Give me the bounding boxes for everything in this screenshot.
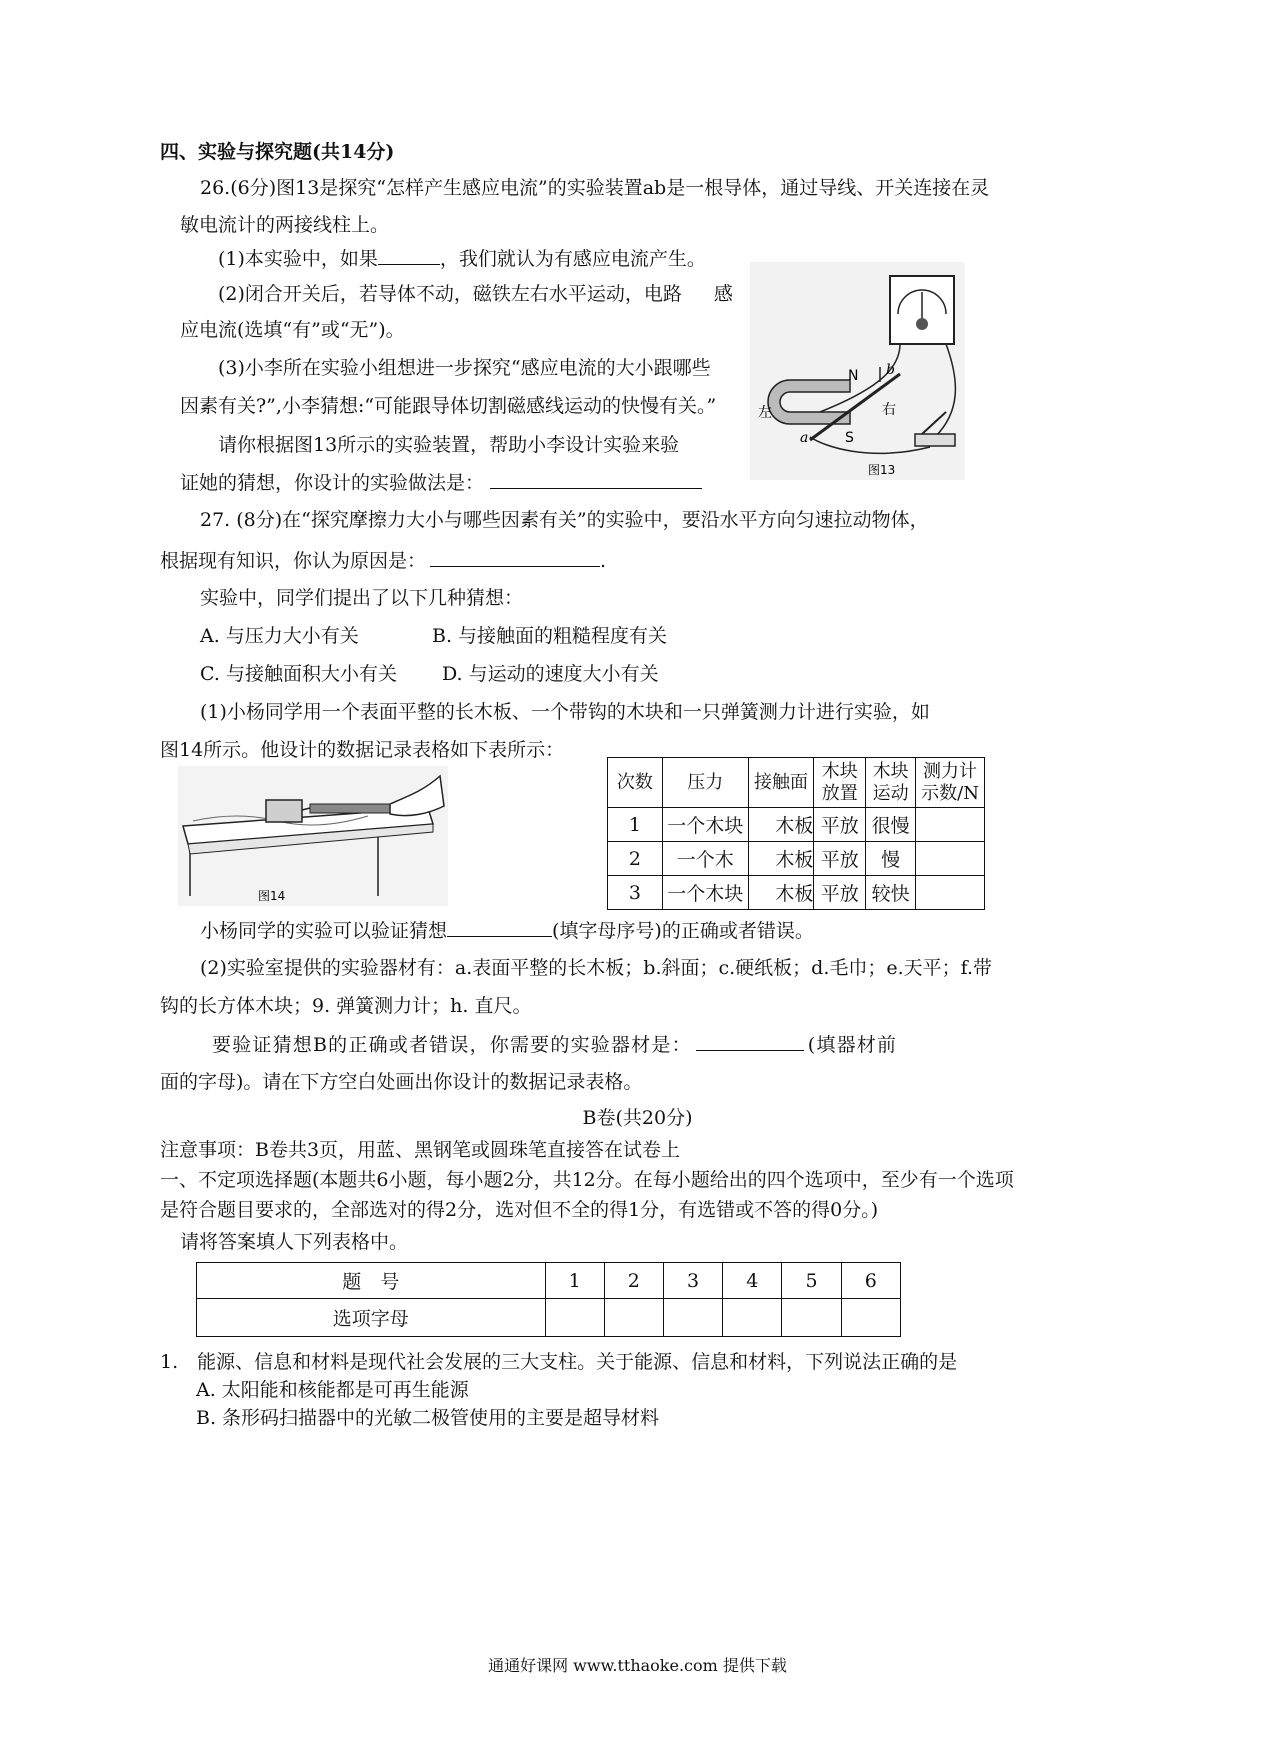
answer-header-cell: 题 号 [197,1263,546,1299]
answer-cell[interactable] [545,1299,604,1337]
label-n: N [848,368,859,384]
table-row [608,876,985,910]
q27-line2-period: . [600,550,607,572]
q27-verify-text-b: (填字母序号)的正确或者错误。 [552,920,814,942]
section-title: 四、实验与探究题(共14分) [160,141,395,163]
q27-option-a: A. 与压力大小有关 [200,625,359,647]
q26-part3-line3: 请你根据图13所示的实验装置，帮助小李设计实验来验 [218,434,680,456]
table-cell: 平放 [814,842,866,876]
figure-13 [750,262,965,480]
answer-table [196,1262,901,1337]
part-b-title: B卷(共20分) [582,1107,693,1129]
table-header-cell: 压力 [662,758,748,808]
label-right: 右 [882,402,896,418]
table-cell[interactable] [916,842,985,876]
q26-part2 [218,282,733,306]
q27-part2-line2: 钩的长方体木块；9. 弹簧测力计；h. 直尺。 [160,995,532,1017]
answer-cell[interactable] [723,1299,782,1337]
answer-header-cell: 5 [782,1263,841,1299]
q27-part3-text-a: 要验证猜想B的正确或者错误，你需要的实验器材是： [212,1034,692,1056]
q26-part2-text-a: (2)闭合开关后，若导体不动，磁铁左右水平运动，电路 [218,283,682,305]
q27-blank1[interactable] [430,548,600,567]
spring-scale-icon [310,804,390,813]
wood-block-icon [266,800,302,822]
q26-blank3[interactable] [490,470,702,489]
answer-header-cell: 1 [545,1263,604,1299]
table-cell: 较快 [866,876,916,910]
table-header-cell: 次数 [608,758,663,808]
q26-part2-text-b: 感 [713,283,733,305]
q27-part1-line2: 图14所示。他设计的数据记录表格如下表所示： [160,739,565,761]
q26-part1-text-a: (1)本实验中，如果 [218,248,378,270]
q26-part3-text: 证她的猜想，你设计的实验做法是： [180,472,485,494]
q27-part1-line1: (1)小杨同学用一个表面平整的长木板、一个带钩的木块和一只弹簧测力计进行实验，如 [200,701,930,723]
table-row [608,842,985,876]
q26-part2-line2: 应电流(选填“有”或“无”)。 [180,319,405,341]
figure-14-caption: 图14 [258,889,286,903]
answer-cell[interactable] [841,1299,900,1337]
q27-part2-line1: (2)实验室提供的实验器材有：a.表面平整的长木板；b.斜面；c.硬纸板；d.毛巾；e.天平；f.带 [200,957,993,979]
answer-row-label: 选项字母 [197,1299,546,1337]
answer-cell[interactable] [782,1299,841,1337]
q26-line1: 26.(6分)图13是探究“怎样产生感应电流”的实验装置ab是一根导体，通过导线、开关连接在灵 [200,177,990,199]
q26-part3-line1: (3)小李所在实验小组想进一步探究“感应电流的大小跟哪些 [218,357,711,379]
table-row [608,808,985,842]
q27-part3-line1 [212,1032,897,1057]
q26-line2: 敏电流计的两接线柱上。 [180,214,390,236]
q26-part3-line2: 因素有关?”,小李猜想:“可能跟导体切割磁感线运动的快慢有关。” [180,395,717,417]
part-b-fill-instruction: 请将答案填人下列表格中。 [180,1231,409,1253]
table-cell: 慢 [866,842,916,876]
label-b: b [886,362,895,378]
q27-verify-text-a: 小杨同学的实验可以验证猜想 [200,920,448,942]
table-cell: 平放 [814,808,866,842]
table-cell[interactable] [916,876,985,910]
part-b-q1-option-b: B. 条形码扫描器中的光敏二极管使用的主要是超导材料 [196,1407,660,1429]
table-cell: 2 [608,842,663,876]
q27-blank3[interactable] [696,1032,804,1051]
figure-14 [178,766,448,906]
table-cell: 木板 [748,808,814,842]
q27-option-d: D. 与运动的速度大小有关 [442,663,659,685]
q27-line1: 27. (8分)在“探究摩擦力大小与哪些因素有关”的实验中，要沿水平方向匀速拉动物体， [200,509,929,531]
answer-cell[interactable] [663,1299,722,1337]
footer: 通通好课网 www.tthaoke.com 提供下载 [488,1656,787,1675]
q26-blank2[interactable] [682,282,714,300]
q27-line3: 实验中，同学们提出了以下几种猜想： [200,587,524,609]
q27-part3-line2: 面的字母)。请在下方空白处画出你设计的数据记录表格。 [160,1071,643,1093]
table-cell: 一个木 [662,842,748,876]
label-a: a [800,430,809,446]
table-header-cell: 木块 放置 [814,758,866,808]
part-b-section1-line1: 一、不定项选择题(本题共6小题，每小题2分，共12分。在每小题给出的四个选项中，至少有一个选项 [160,1169,1014,1191]
answer-cell[interactable] [604,1299,663,1337]
table-header-cell: 测力计 示数/N [916,758,985,808]
label-left: 左 [758,405,772,421]
q27-line2 [160,548,606,573]
table-header-cell: 木块 运动 [866,758,916,808]
table-cell[interactable] [916,808,985,842]
q26-part1-text-b: ，我们就认为有感应电流产生。 [439,248,706,270]
answer-header-cell: 4 [723,1263,782,1299]
answer-header-cell: 2 [604,1263,663,1299]
table-cell: 木板 [748,876,814,910]
answer-header-cell: 6 [841,1263,900,1299]
answer-header-cell: 3 [663,1263,722,1299]
q27-verify [200,918,814,943]
table-cell: 1 [608,808,663,842]
q27-option-c: C. 与接触面积大小有关 [200,663,397,685]
part-b-note: 注意事项：B卷共3页，用蓝、黑钢笔或圆珠笔直接答在试卷上 [160,1139,681,1161]
table-header-cell: 接触面 [748,758,814,808]
table-cell: 一个木块 [662,808,748,842]
table-cell: 木板 [748,842,814,876]
part-b-q1-option-a: A. 太阳能和核能都是可再生能源 [196,1379,469,1401]
q27-part3-text-b: (填器材前 [807,1034,898,1056]
table-cell: 3 [608,876,663,910]
table-cell: 平放 [814,876,866,910]
table-cell: 一个木块 [662,876,748,910]
friction-data-table [607,757,985,910]
q27-option-b: B. 与接触面的粗糙程度有关 [432,625,668,647]
q27-blank2[interactable] [447,918,552,937]
q27-line2-text: 根据现有知识，你认为原因是： [160,550,427,572]
q26-part1 [218,246,706,271]
label-s: S [845,430,854,446]
table-cell: 很慢 [866,808,916,842]
q26-part3-line4 [180,470,702,495]
part-b-q1: 1. 能源、信息和材料是现代社会发展的三大支柱。关于能源、信息和材料，下列说法正确的是 [160,1351,958,1373]
part-b-section1-line2: 是符合题目要求的，全部选对的得2分，选对但不全的得1分，有选错或不答的得0分。) [160,1199,879,1221]
switch-icon [915,434,955,446]
figure-13-caption: 图13 [868,463,896,477]
q26-blank1[interactable] [378,246,440,265]
